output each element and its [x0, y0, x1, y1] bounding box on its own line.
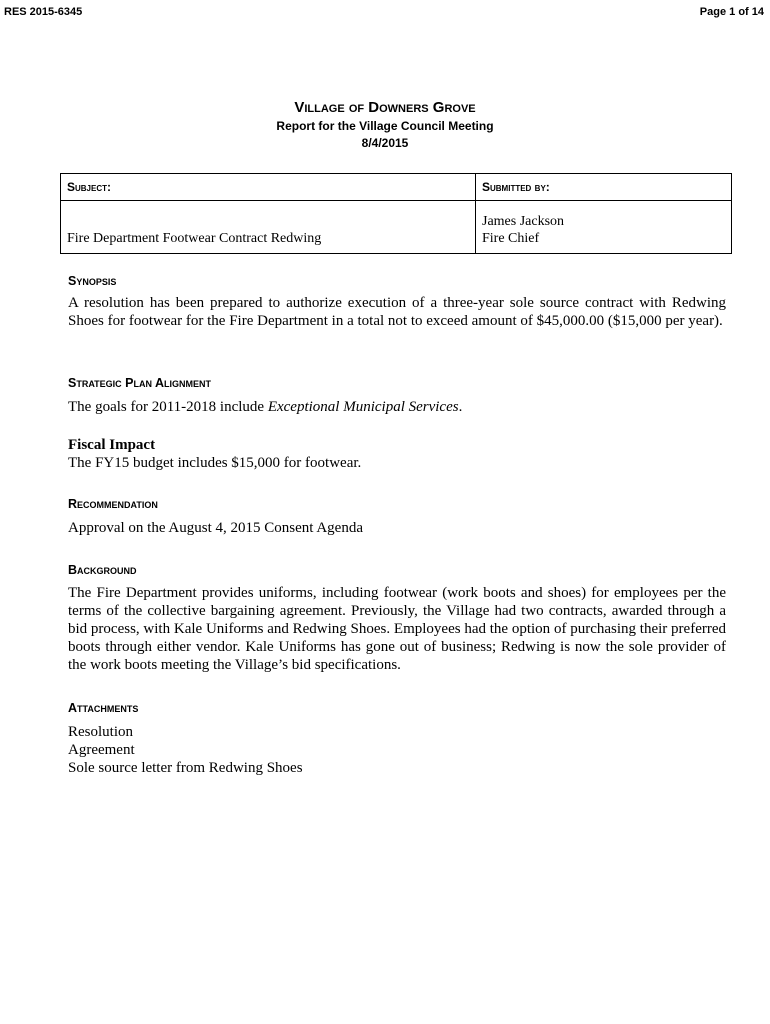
subject-label: Subject:	[61, 174, 476, 201]
strategic-text	[68, 398, 726, 416]
background-text: The Fire Department provides uniforms, including footwear (work boots and shoes) for employees per the terms of the collective bargaining agreement. Previously, the Village had two contracts, awarded through a bid process, with Kale Uniforms and Redwing Shoes. Employees had the option of purchasing their preferred boots through either vendor. Kale Uniforms has gone out of business; Redwing is now the sole provider of the work boots meeting the Village’s bid specifications.	[68, 585, 726, 673]
submitter-name: James Jackson	[482, 214, 565, 229]
attachment-item[interactable]: Sole source letter from Redwing Shoes	[68, 760, 303, 776]
title-block	[0, 98, 770, 152]
submitter-title: Fire Chief	[482, 231, 540, 246]
background-section	[68, 563, 726, 674]
synopsis-section	[68, 274, 726, 330]
attachments-list	[68, 723, 726, 777]
page-number: Page 1 of 14	[699, 6, 764, 18]
synopsis-heading: Synopsis	[68, 274, 117, 288]
subject-value: Fire Department Footwear Contract Redwing	[61, 201, 476, 254]
fiscal-text: The FY15 budget includes $15,000 for footwear.	[68, 455, 362, 471]
strategic-text-emphasis: Exceptional Municipal Services	[267, 399, 459, 415]
attachments-heading: Attachments	[68, 701, 139, 715]
subject-table	[60, 173, 732, 254]
strategic-text-suffix: .	[458, 399, 463, 415]
page-subtitle: Report for the Village Council Meeting	[276, 119, 494, 133]
recommendation-text: Approval on the August 4, 2015 Consent Agenda	[68, 520, 363, 536]
strategic-section	[68, 376, 726, 416]
attachment-item[interactable]: Agreement	[68, 742, 135, 758]
fiscal-section	[68, 436, 726, 472]
recommendation-section	[68, 497, 726, 537]
page-title: Village of Downers Grove	[294, 99, 476, 116]
synopsis-text: A resolution has been prepared to authorize execution of a three-year sole source contract with Redwing Shoes for footwear for the Fire Department in a total not to exceed amount of $45,000.00 ($15,000 per year).	[68, 295, 726, 329]
submitter-cell	[476, 201, 732, 254]
attachment-item[interactable]: Resolution	[68, 724, 134, 740]
meeting-date: 8/4/2015	[361, 136, 409, 150]
recommendation-heading: Recommendation	[68, 497, 158, 511]
document-id: RES 2015-6345	[4, 6, 83, 18]
strategic-text-prefix: The goals for 2011-2018 include	[68, 399, 268, 415]
submitted-by-label: Submitted by:	[476, 174, 732, 201]
attachments-section	[68, 701, 726, 777]
background-heading: Background	[68, 563, 137, 577]
fiscal-heading: Fiscal Impact	[68, 437, 156, 453]
strategic-heading: Strategic Plan Alignment	[68, 376, 212, 390]
